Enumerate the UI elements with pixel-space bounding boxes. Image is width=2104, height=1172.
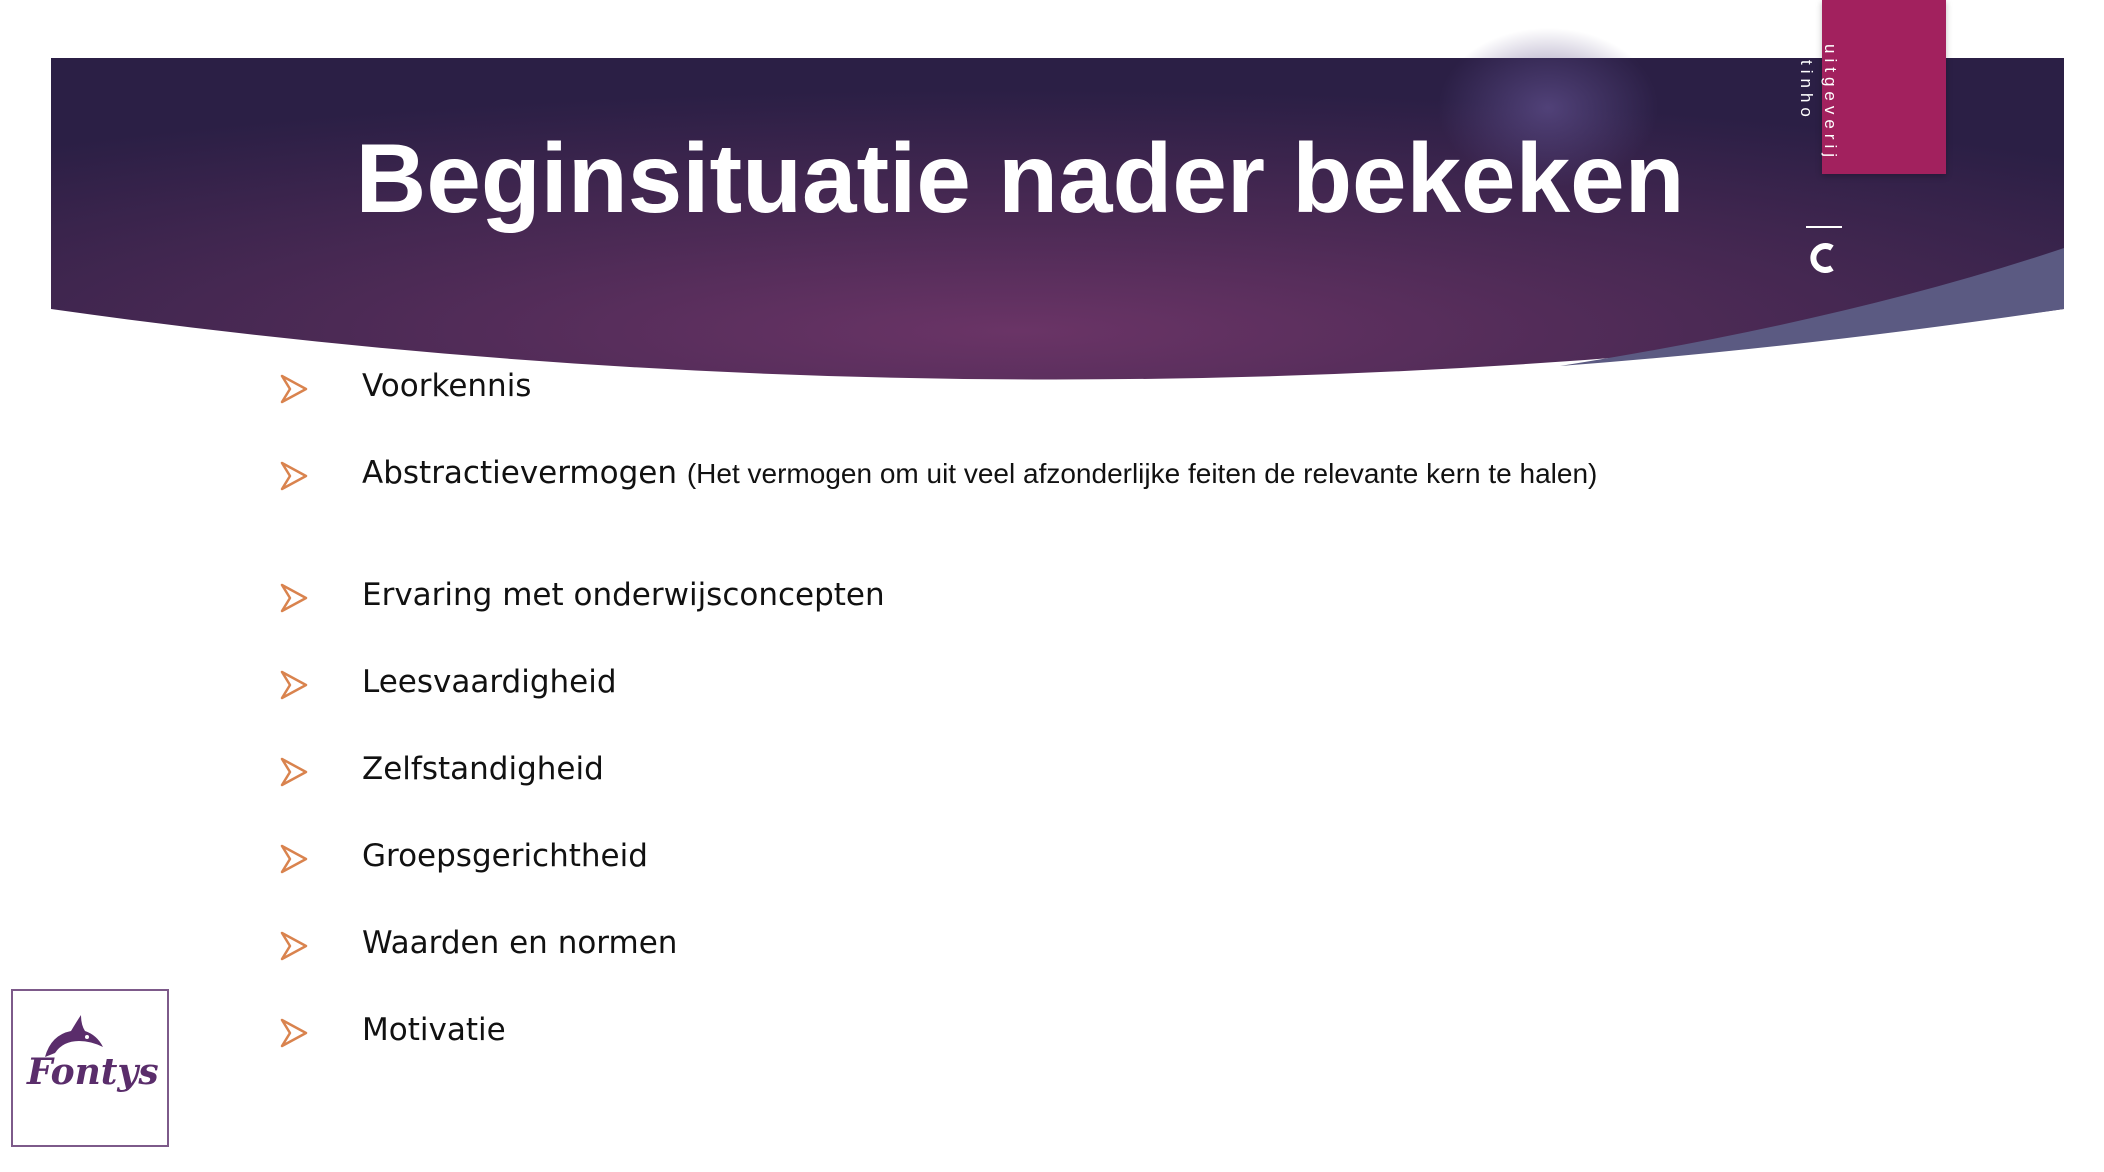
- arrow-bullet-icon: [280, 931, 308, 961]
- arrow-bullet-icon: [280, 1018, 308, 1048]
- bullet-text: [362, 923, 1602, 963]
- bullet-label: Ervaring met onderwijsconcepten: [362, 577, 885, 613]
- arrow-bullet-icon: [280, 844, 308, 874]
- coutinho-c-logo-icon: [1806, 238, 1838, 278]
- slide-title: Beginsituatie nader bekeken: [355, 123, 1685, 233]
- arrow-bullet-icon: [280, 757, 308, 787]
- bullet-label: Zelfstandigheid: [362, 751, 604, 787]
- bullet-text: [362, 749, 1602, 789]
- bullet-label: Abstractievermogen: [362, 455, 677, 491]
- arrow-bullet-icon: [280, 461, 308, 491]
- arrow-bullet-icon: [280, 374, 308, 404]
- bullet-label: Motivatie: [362, 1012, 506, 1048]
- bullet-text: [362, 366, 1602, 406]
- publisher-text-secondary: tinho: [1797, 60, 1816, 122]
- bullet-text: [362, 1010, 1602, 1050]
- bullet-detail: (Het vermogen om uit veel afzonderlijke feiten de relevante kern te halen): [686, 458, 1598, 489]
- bullet-label: Leesvaardigheid: [362, 664, 617, 700]
- publisher-divider: [1806, 226, 1842, 228]
- arrow-bullet-icon: [280, 583, 308, 613]
- fontys-logo: [11, 989, 169, 1147]
- publisher-tab: [1822, 0, 1946, 174]
- arrow-bullet-icon: [280, 670, 308, 700]
- bullet-text: [362, 453, 1602, 494]
- publisher-text: uitgeverij: [1821, 44, 1840, 163]
- fontys-wordmark: Fontys: [27, 1051, 159, 1093]
- bullet-label: Groepsgerichtheid: [362, 838, 648, 874]
- bullet-label: Voorkennis: [362, 368, 532, 404]
- bullet-text: [362, 836, 1602, 876]
- bullet-text: [362, 575, 1602, 615]
- bullet-label: Waarden en normen: [362, 925, 678, 961]
- bullet-text: [362, 662, 1602, 702]
